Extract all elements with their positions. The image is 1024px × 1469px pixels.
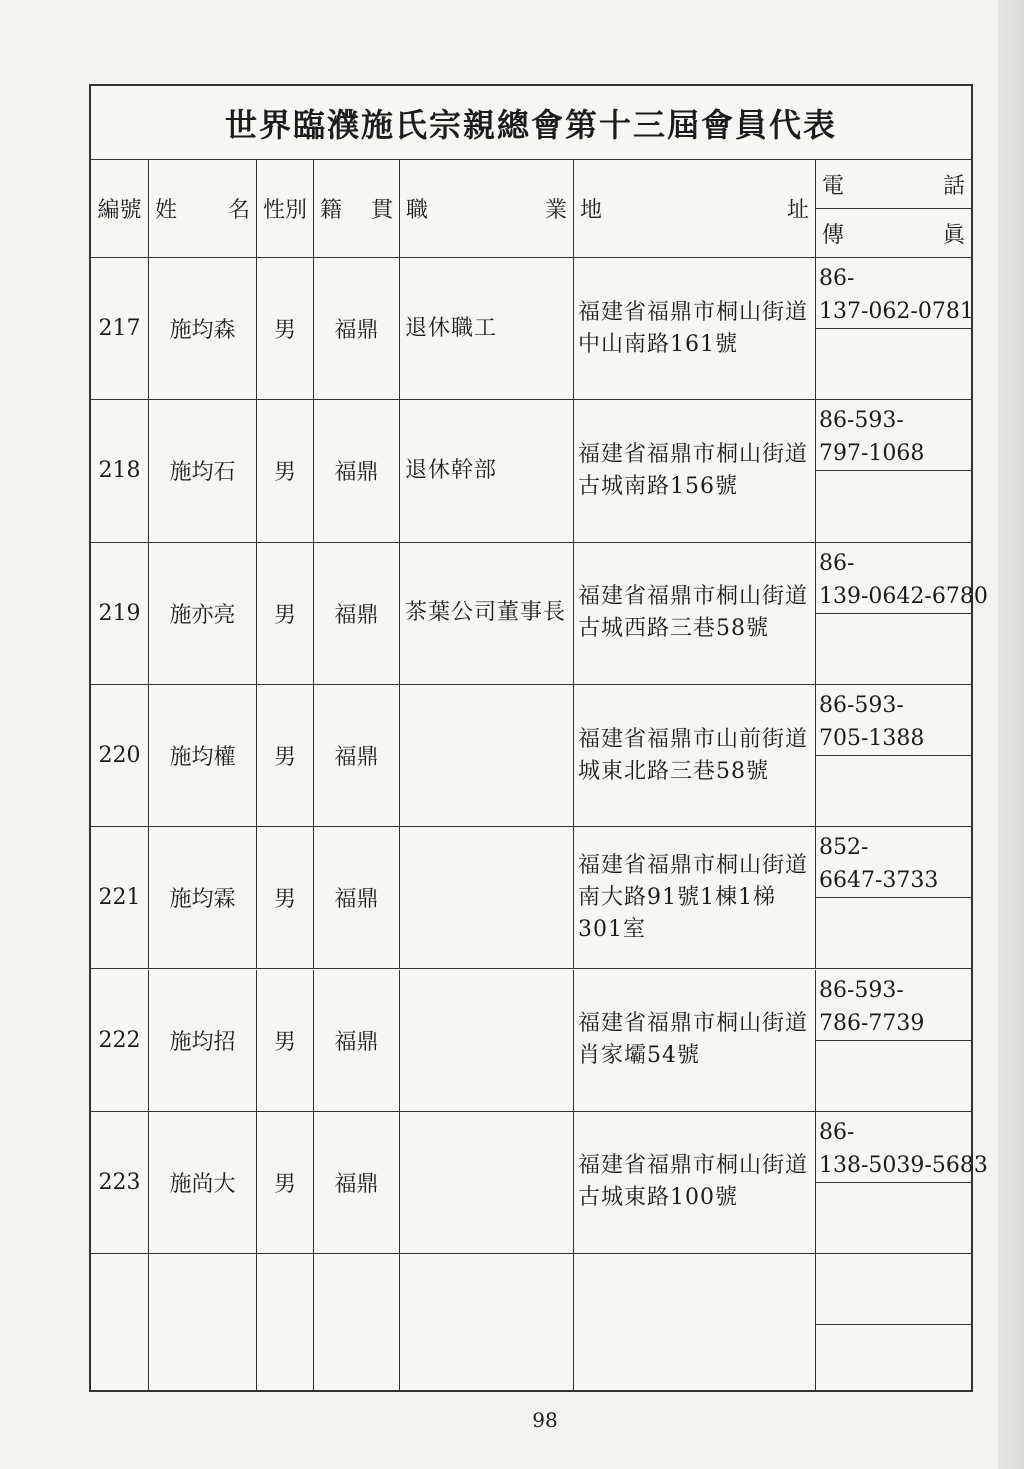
cell-origin: 福鼎	[314, 685, 400, 827]
phone-line-2: 138-5039-5683	[819, 1152, 988, 1178]
header-origin-b: 貫	[370, 198, 393, 223]
cell-phone	[816, 400, 971, 471]
cell-occupation	[400, 827, 574, 969]
cell-address: 福建省福鼎市桐山街道古城西路三巷58號	[574, 543, 816, 685]
cell-name: 施均石	[149, 400, 257, 542]
cell-no: 220	[91, 685, 149, 827]
phone-line-2: 705-1388	[819, 725, 925, 751]
phone-line-2: 6647-3733	[819, 868, 939, 894]
cell-sex: 男	[257, 400, 314, 542]
cell-no: 217	[91, 258, 149, 400]
cell-occupation: 退休幹部	[400, 400, 574, 542]
phone-line-1: 86-593-	[819, 977, 904, 1003]
cell-name: 施均權	[149, 685, 257, 827]
header-name	[149, 160, 257, 258]
cell-occupation: 茶葉公司董事長	[400, 543, 574, 685]
header-occupation-b: 業	[544, 198, 567, 223]
cell-sex: 男	[257, 258, 314, 400]
member-table	[89, 84, 988, 1392]
cell-no: 221	[91, 827, 149, 969]
cell-origin: 福鼎	[314, 970, 400, 1112]
cell-name: 施均森	[149, 258, 257, 400]
header-phone	[816, 160, 971, 209]
cell-address	[574, 1254, 816, 1390]
cell-phone	[816, 258, 974, 329]
header-occupation	[400, 160, 574, 258]
cell-name: 施亦亮	[149, 543, 257, 685]
cell-occupation	[400, 970, 574, 1112]
header-no	[91, 160, 149, 258]
page-number: 98	[532, 1408, 558, 1432]
cell-name: 施均招	[149, 970, 257, 1112]
cell-occupation	[400, 685, 574, 827]
phone-line-1: 86-	[819, 550, 855, 576]
header-occupation-a: 職	[406, 198, 429, 223]
header-sex	[257, 160, 314, 258]
cell-fax	[816, 898, 971, 969]
header-origin-a: 籍	[320, 198, 343, 223]
cell-no	[91, 1254, 149, 1390]
phone-line-1: 86-	[819, 266, 855, 291]
cell-origin: 福鼎	[314, 543, 400, 685]
cell-origin: 福鼎	[314, 1112, 400, 1254]
cell-no: 218	[91, 400, 149, 542]
cell-address: 福建省福鼎市山前街道城東北路三巷58號	[574, 685, 816, 827]
header-address	[574, 160, 816, 258]
cell-phone	[816, 1254, 971, 1325]
header-name-a: 姓	[155, 198, 178, 223]
cell-phone	[816, 1112, 988, 1183]
cell-origin: 福鼎	[314, 827, 400, 969]
header-fax-b: 眞	[942, 222, 965, 248]
phone-line-2: 786-7739	[819, 1010, 925, 1036]
cell-sex: 男	[257, 543, 314, 685]
header-origin	[314, 160, 400, 258]
cell-name: 施均霖	[149, 827, 257, 969]
cell-no: 222	[91, 970, 149, 1112]
cell-fax	[816, 756, 971, 827]
cell-address: 福建省福鼎市桐山街道中山南路161號	[574, 258, 816, 400]
phone-line-2: 797-1068	[819, 441, 925, 467]
header-fax-a: 傳	[822, 222, 845, 248]
cell-occupation: 退休職工	[400, 258, 574, 400]
header-name-b: 名	[227, 198, 250, 223]
cell-no: 219	[91, 543, 149, 685]
page-edge	[998, 0, 1024, 1469]
cell-sex: 男	[257, 685, 314, 827]
header-phone-a: 電	[822, 173, 845, 199]
header-sex-label: 性別	[262, 198, 307, 223]
phone-line-2: 139-0642-6780	[819, 583, 988, 609]
cell-fax	[816, 614, 971, 685]
cell-sex: 男	[257, 1112, 314, 1254]
header-address-a: 地	[580, 198, 603, 223]
cell-fax	[816, 1041, 971, 1112]
phone-line-2: 137-062-0781	[819, 299, 974, 324]
phone-line-1: 86-	[819, 1119, 855, 1145]
header-no-label: 編號	[97, 198, 142, 223]
phone-line-1: 86-593-	[819, 692, 904, 718]
cell-phone	[816, 827, 971, 898]
cell-occupation	[400, 1254, 574, 1390]
phone-line-1: 86-593-	[819, 408, 904, 434]
cell-fax	[816, 329, 971, 400]
cell-address: 福建省福鼎市桐山街道古城南路156號	[574, 400, 816, 542]
header-phone-b: 話	[942, 173, 965, 199]
cell-origin: 福鼎	[314, 258, 400, 400]
cell-name	[149, 1254, 257, 1390]
cell-origin: 福鼎	[314, 400, 400, 542]
cell-fax	[816, 1325, 971, 1390]
table-title: 世界臨濮施氏宗親總會第十三屆會員代表	[91, 86, 971, 160]
cell-no: 223	[91, 1112, 149, 1254]
cell-fax	[816, 471, 971, 542]
cell-fax	[816, 1183, 971, 1254]
cell-address: 福建省福鼎市桐山街道古城東路100號	[574, 1112, 816, 1254]
cell-occupation	[400, 1112, 574, 1254]
cell-sex: 男	[257, 970, 314, 1112]
cell-origin	[314, 1254, 400, 1390]
header-fax	[816, 209, 971, 258]
phone-line-1: 852-	[819, 835, 869, 861]
cell-sex	[257, 1254, 314, 1390]
cell-address: 福建省福鼎市桐山街道肖家壩54號	[574, 970, 816, 1112]
cell-sex: 男	[257, 827, 314, 969]
cell-address: 福建省福鼎市桐山街道南大路91號1棟1梯301室	[574, 827, 816, 969]
cell-phone	[816, 685, 971, 756]
cell-name: 施尚大	[149, 1112, 257, 1254]
cell-phone	[816, 970, 971, 1041]
header-address-b: 址	[786, 198, 809, 223]
cell-phone	[816, 543, 988, 614]
